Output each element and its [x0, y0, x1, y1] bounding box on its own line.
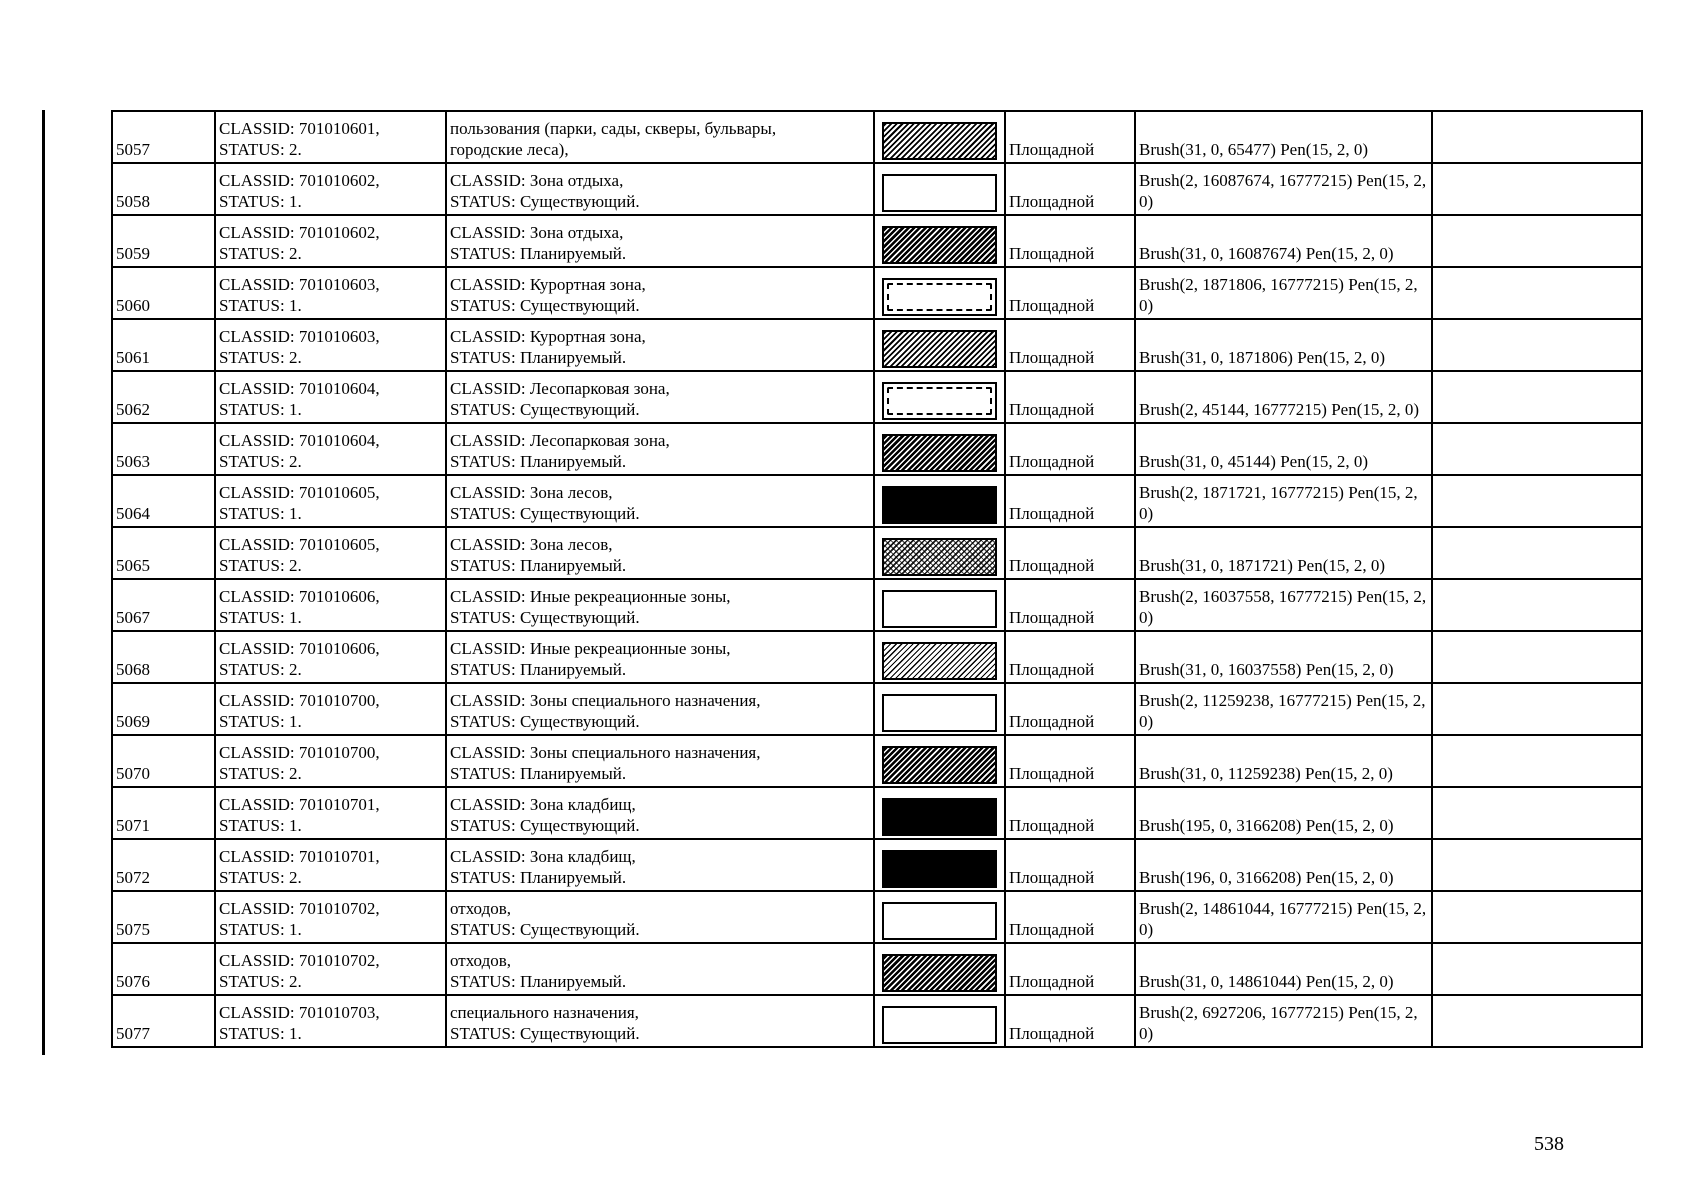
symbol-cell	[874, 267, 1005, 319]
classid-text: CLASSID: 701010601,	[219, 119, 380, 138]
style-cell	[1135, 683, 1432, 735]
description-line: CLASSID: Зона лесов,	[450, 535, 613, 554]
style-text: Brush(31, 0, 45144) Pen(15, 2, 0)	[1139, 452, 1369, 471]
description-line: CLASSID: Курортная зона,	[450, 327, 646, 346]
classid-text: CLASSID: 701010602,	[219, 171, 380, 190]
classid-cell	[215, 267, 446, 319]
type-cell	[1005, 839, 1135, 891]
symbol-cell	[874, 631, 1005, 683]
symbol-cell	[874, 839, 1005, 891]
style-cell	[1135, 527, 1432, 579]
symbol-cell	[874, 527, 1005, 579]
object-code: 5064	[116, 504, 150, 523]
object-type: Площадной	[1009, 608, 1095, 627]
type-cell	[1005, 215, 1135, 267]
description-status: STATUS: Существующий.	[450, 712, 640, 731]
type-cell	[1005, 163, 1135, 215]
status-text: STATUS: 2.	[219, 764, 302, 783]
notes-cell	[1432, 787, 1642, 839]
symbol-swatch	[882, 486, 997, 524]
type-cell	[1005, 319, 1135, 371]
style-text: Brush(31, 0, 11259238) Pen(15, 2, 0)	[1139, 764, 1393, 783]
object-code: 5071	[116, 816, 150, 835]
classid-text: CLASSID: 701010702,	[219, 951, 380, 970]
object-code: 5059	[116, 244, 150, 263]
description-line: отходов,	[450, 951, 511, 970]
style-text: Brush(2, 11259238, 16777215) Pen(15, 2, 0)	[1139, 691, 1426, 731]
status-text: STATUS: 1.	[219, 816, 302, 835]
style-cell	[1135, 163, 1432, 215]
classid-cell	[215, 371, 446, 423]
symbol-swatch	[882, 850, 997, 888]
code-cell	[112, 319, 215, 371]
description-cell	[446, 423, 874, 475]
symbol-swatch	[882, 122, 997, 160]
table-row	[112, 163, 1642, 215]
description-cell	[446, 631, 874, 683]
object-type: Площадной	[1009, 400, 1095, 419]
table-row	[112, 215, 1642, 267]
classid-text: CLASSID: 701010604,	[219, 379, 380, 398]
classid-cell	[215, 787, 446, 839]
notes-cell	[1432, 943, 1642, 995]
description-cell	[446, 943, 874, 995]
object-code: 5068	[116, 660, 150, 679]
symbol-cell	[874, 943, 1005, 995]
code-cell	[112, 215, 215, 267]
object-type: Площадной	[1009, 348, 1095, 367]
type-cell	[1005, 579, 1135, 631]
code-cell	[112, 163, 215, 215]
symbol-cell	[874, 475, 1005, 527]
object-code: 5057	[116, 140, 150, 159]
style-cell	[1135, 319, 1432, 371]
description-cell	[446, 267, 874, 319]
style-cell	[1135, 995, 1432, 1047]
style-text: Brush(2, 1871806, 16777215) Pen(15, 2, 0)	[1139, 275, 1418, 315]
symbol-cell	[874, 891, 1005, 943]
classid-text: CLASSID: 701010702,	[219, 899, 380, 918]
style-cell	[1135, 371, 1432, 423]
notes-cell	[1432, 475, 1642, 527]
table-row	[112, 683, 1642, 735]
code-cell	[112, 111, 215, 163]
description-cell	[446, 891, 874, 943]
symbol-swatch	[882, 226, 997, 264]
table-row	[112, 319, 1642, 371]
description-cell	[446, 215, 874, 267]
classid-text: CLASSID: 701010602,	[219, 223, 380, 242]
status-text: STATUS: 2.	[219, 972, 302, 991]
description-cell	[446, 527, 874, 579]
style-cell	[1135, 943, 1432, 995]
style-cell	[1135, 787, 1432, 839]
table-row	[112, 631, 1642, 683]
description-cell	[446, 995, 874, 1047]
code-cell	[112, 839, 215, 891]
type-cell	[1005, 423, 1135, 475]
classid-cell	[215, 943, 446, 995]
description-cell	[446, 111, 874, 163]
object-code: 5072	[116, 868, 150, 887]
table-row	[112, 735, 1642, 787]
style-text: Brush(196, 0, 3166208) Pen(15, 2, 0)	[1139, 868, 1394, 887]
object-code: 5067	[116, 608, 150, 627]
notes-cell	[1432, 319, 1642, 371]
style-cell	[1135, 423, 1432, 475]
symbol-swatch	[882, 694, 997, 732]
style-text: Brush(2, 6927206, 16777215) Pen(15, 2, 0)	[1139, 1003, 1418, 1043]
description-cell	[446, 319, 874, 371]
type-cell	[1005, 683, 1135, 735]
type-cell	[1005, 631, 1135, 683]
symbol-cell	[874, 215, 1005, 267]
style-cell	[1135, 267, 1432, 319]
classid-text: CLASSID: 701010703,	[219, 1003, 380, 1022]
status-text: STATUS: 1.	[219, 920, 302, 939]
symbol-cell	[874, 319, 1005, 371]
description-line: CLASSID: Зоны специального назначения,	[450, 743, 761, 762]
object-type: Площадной	[1009, 660, 1095, 679]
type-cell	[1005, 735, 1135, 787]
classid-text: CLASSID: 701010606,	[219, 587, 380, 606]
description-status: STATUS: Существующий.	[450, 920, 640, 939]
object-code: 5069	[116, 712, 150, 731]
object-code: 5076	[116, 972, 150, 991]
classid-text: CLASSID: 701010606,	[219, 639, 380, 658]
classid-cell	[215, 475, 446, 527]
classid-cell	[215, 111, 446, 163]
status-text: STATUS: 1.	[219, 400, 302, 419]
object-code: 5077	[116, 1024, 150, 1043]
type-cell	[1005, 475, 1135, 527]
style-text: Brush(2, 16037558, 16777215) Pen(15, 2, 0)	[1139, 587, 1427, 627]
status-text: STATUS: 2.	[219, 244, 302, 263]
description-cell	[446, 371, 874, 423]
notes-cell	[1432, 995, 1642, 1047]
classid-cell	[215, 319, 446, 371]
code-cell	[112, 267, 215, 319]
description-status: STATUS: Планируемый.	[450, 660, 627, 679]
style-text: Brush(31, 0, 65477) Pen(15, 2, 0)	[1139, 140, 1369, 159]
notes-cell	[1432, 579, 1642, 631]
style-cell	[1135, 631, 1432, 683]
object-code: 5075	[116, 920, 150, 939]
code-cell	[112, 527, 215, 579]
classid-cell	[215, 839, 446, 891]
notes-cell	[1432, 267, 1642, 319]
symbol-swatch	[882, 1006, 997, 1044]
object-type: Площадной	[1009, 452, 1095, 471]
classid-cell	[215, 527, 446, 579]
description-status: STATUS: Планируемый.	[450, 972, 627, 991]
type-cell	[1005, 891, 1135, 943]
classid-text: CLASSID: 701010701,	[219, 847, 380, 866]
description-status: STATUS: Существующий.	[450, 192, 640, 211]
classid-cell	[215, 891, 446, 943]
description-cell	[446, 787, 874, 839]
margin-rule	[42, 110, 45, 1055]
symbol-cell	[874, 683, 1005, 735]
notes-cell	[1432, 527, 1642, 579]
type-cell	[1005, 995, 1135, 1047]
code-cell	[112, 943, 215, 995]
notes-cell	[1432, 735, 1642, 787]
notes-cell	[1432, 371, 1642, 423]
classid-cell	[215, 579, 446, 631]
classid-text: CLASSID: 701010700,	[219, 743, 380, 762]
classid-text: CLASSID: 701010605,	[219, 483, 380, 502]
object-code: 5061	[116, 348, 150, 367]
status-text: STATUS: 1.	[219, 296, 302, 315]
symbol-cell	[874, 111, 1005, 163]
description-status: STATUS: Существующий.	[450, 400, 640, 419]
table-row	[112, 423, 1642, 475]
object-code: 5062	[116, 400, 150, 419]
symbol-swatch	[882, 538, 997, 576]
description-line: CLASSID: Зона отдыха,	[450, 223, 624, 242]
symbol-swatch	[882, 434, 997, 472]
classid-text: CLASSID: 701010605,	[219, 535, 380, 554]
classid-text: CLASSID: 701010604,	[219, 431, 380, 450]
description-line: CLASSID: Зона кладбищ,	[450, 847, 636, 866]
symbol-swatch	[882, 278, 997, 316]
code-cell	[112, 423, 215, 475]
description-status: городские леса),	[450, 140, 569, 159]
classid-text: CLASSID: 701010603,	[219, 275, 380, 294]
description-status: STATUS: Планируемый.	[450, 348, 627, 367]
object-type: Площадной	[1009, 868, 1095, 887]
description-cell	[446, 163, 874, 215]
description-status: STATUS: Планируемый.	[450, 244, 627, 263]
legend-table	[111, 110, 1643, 1048]
object-type: Площадной	[1009, 244, 1095, 263]
status-text: STATUS: 2.	[219, 660, 302, 679]
description-status: STATUS: Планируемый.	[450, 764, 627, 783]
style-cell	[1135, 579, 1432, 631]
symbol-cell	[874, 579, 1005, 631]
description-cell	[446, 839, 874, 891]
symbol-swatch	[882, 382, 997, 420]
status-text: STATUS: 1.	[219, 712, 302, 731]
status-text: STATUS: 1.	[219, 1024, 302, 1043]
object-code: 5058	[116, 192, 150, 211]
description-line: CLASSID: Иные рекреационные зоны,	[450, 639, 731, 658]
style-text: Brush(31, 0, 1871721) Pen(15, 2, 0)	[1139, 556, 1386, 575]
description-line: CLASSID: Лесопарковая зона,	[450, 379, 670, 398]
object-code: 5065	[116, 556, 150, 575]
style-text: Brush(31, 0, 1871806) Pen(15, 2, 0)	[1139, 348, 1386, 367]
notes-cell	[1432, 215, 1642, 267]
description-line: CLASSID: Зона кладбищ,	[450, 795, 636, 814]
table-row	[112, 891, 1642, 943]
style-cell	[1135, 891, 1432, 943]
notes-cell	[1432, 891, 1642, 943]
style-cell	[1135, 111, 1432, 163]
classid-text: CLASSID: 701010700,	[219, 691, 380, 710]
style-text: Brush(31, 0, 14861044) Pen(15, 2, 0)	[1139, 972, 1394, 991]
code-cell	[112, 631, 215, 683]
table-row	[112, 787, 1642, 839]
code-cell	[112, 475, 215, 527]
classid-cell	[215, 735, 446, 787]
description-line: CLASSID: Курортная зона,	[450, 275, 646, 294]
symbol-swatch	[882, 642, 997, 680]
code-cell	[112, 579, 215, 631]
symbol-swatch	[882, 746, 997, 784]
description-cell	[446, 735, 874, 787]
table-row	[112, 371, 1642, 423]
notes-cell	[1432, 631, 1642, 683]
object-type: Площадной	[1009, 920, 1095, 939]
style-cell	[1135, 839, 1432, 891]
symbol-swatch	[882, 590, 997, 628]
description-status: STATUS: Существующий.	[450, 1024, 640, 1043]
symbol-cell	[874, 423, 1005, 475]
object-type: Площадной	[1009, 556, 1095, 575]
object-type: Площадной	[1009, 504, 1095, 523]
symbol-swatch	[882, 798, 997, 836]
style-text: Brush(31, 0, 16037558) Pen(15, 2, 0)	[1139, 660, 1394, 679]
classid-cell	[215, 163, 446, 215]
object-type: Площадной	[1009, 712, 1095, 731]
symbol-cell	[874, 995, 1005, 1047]
notes-cell	[1432, 423, 1642, 475]
symbol-swatch	[882, 174, 997, 212]
table-row	[112, 111, 1642, 163]
table-row	[112, 475, 1642, 527]
type-cell	[1005, 527, 1135, 579]
description-line: пользования (парки, сады, скверы, бульвары,	[450, 119, 777, 138]
notes-cell	[1432, 111, 1642, 163]
legend-table-body	[112, 111, 1642, 1047]
type-cell	[1005, 371, 1135, 423]
type-cell	[1005, 267, 1135, 319]
object-type: Площадной	[1009, 816, 1095, 835]
style-text: Brush(2, 45144, 16777215) Pen(15, 2, 0)	[1139, 400, 1420, 419]
type-cell	[1005, 787, 1135, 839]
notes-cell	[1432, 839, 1642, 891]
description-line: CLASSID: Лесопарковая зона,	[450, 431, 670, 450]
object-type: Площадной	[1009, 296, 1095, 315]
style-cell	[1135, 215, 1432, 267]
symbol-swatch	[882, 902, 997, 940]
description-line: CLASSID: Зона лесов,	[450, 483, 613, 502]
symbol-cell	[874, 371, 1005, 423]
code-cell	[112, 683, 215, 735]
table-row	[112, 995, 1642, 1047]
status-text: STATUS: 1.	[219, 608, 302, 627]
code-cell	[112, 787, 215, 839]
object-type: Площадной	[1009, 972, 1095, 991]
type-cell	[1005, 943, 1135, 995]
style-text: Brush(31, 0, 16087674) Pen(15, 2, 0)	[1139, 244, 1394, 263]
description-cell	[446, 475, 874, 527]
style-cell	[1135, 475, 1432, 527]
description-status: STATUS: Существующий.	[450, 504, 640, 523]
type-cell	[1005, 111, 1135, 163]
classid-cell	[215, 631, 446, 683]
object-type: Площадной	[1009, 140, 1095, 159]
description-line: специального назначения,	[450, 1003, 639, 1022]
code-cell	[112, 371, 215, 423]
status-text: STATUS: 2.	[219, 140, 302, 159]
object-type: Площадной	[1009, 764, 1095, 783]
classid-text: CLASSID: 701010701,	[219, 795, 380, 814]
style-text: Brush(2, 1871721, 16777215) Pen(15, 2, 0)	[1139, 483, 1418, 523]
description-cell	[446, 683, 874, 735]
description-line: отходов,	[450, 899, 511, 918]
object-type: Площадной	[1009, 1024, 1095, 1043]
symbol-swatch	[882, 330, 997, 368]
classid-cell	[215, 683, 446, 735]
description-status: STATUS: Планируемый.	[450, 556, 627, 575]
classid-text: CLASSID: 701010603,	[219, 327, 380, 346]
description-status: STATUS: Планируемый.	[450, 452, 627, 471]
object-type: Площадной	[1009, 192, 1095, 211]
style-text: Brush(2, 16087674, 16777215) Pen(15, 2, 0)	[1139, 171, 1427, 211]
status-text: STATUS: 1.	[219, 192, 302, 211]
description-line: CLASSID: Зоны специального назначения,	[450, 691, 761, 710]
description-line: CLASSID: Зона отдыха,	[450, 171, 624, 190]
description-status: STATUS: Существующий.	[450, 816, 640, 835]
table-row	[112, 267, 1642, 319]
symbol-swatch	[882, 954, 997, 992]
symbol-cell	[874, 787, 1005, 839]
style-text: Brush(2, 14861044, 16777215) Pen(15, 2, 0)	[1139, 899, 1427, 939]
status-text: STATUS: 2.	[219, 452, 302, 471]
object-code: 5063	[116, 452, 150, 471]
symbol-cell	[874, 163, 1005, 215]
notes-cell	[1432, 683, 1642, 735]
table-row	[112, 579, 1642, 631]
description-status: STATUS: Существующий.	[450, 296, 640, 315]
description-cell	[446, 579, 874, 631]
code-cell	[112, 995, 215, 1047]
table-row	[112, 527, 1642, 579]
style-cell	[1135, 735, 1432, 787]
table-row	[112, 839, 1642, 891]
code-cell	[112, 891, 215, 943]
style-text: Brush(195, 0, 3166208) Pen(15, 2, 0)	[1139, 816, 1394, 835]
status-text: STATUS: 2.	[219, 868, 302, 887]
page-number: 538	[1534, 1133, 1564, 1155]
object-code: 5060	[116, 296, 150, 315]
description-line: CLASSID: Иные рекреационные зоны,	[450, 587, 731, 606]
status-text: STATUS: 2.	[219, 556, 302, 575]
description-status: STATUS: Существующий.	[450, 608, 640, 627]
symbol-cell	[874, 735, 1005, 787]
object-code: 5070	[116, 764, 150, 783]
status-text: STATUS: 2.	[219, 348, 302, 367]
description-status: STATUS: Планируемый.	[450, 868, 627, 887]
notes-cell	[1432, 163, 1642, 215]
classid-cell	[215, 423, 446, 475]
status-text: STATUS: 1.	[219, 504, 302, 523]
classid-cell	[215, 995, 446, 1047]
table-row	[112, 943, 1642, 995]
classid-cell	[215, 215, 446, 267]
code-cell	[112, 735, 215, 787]
